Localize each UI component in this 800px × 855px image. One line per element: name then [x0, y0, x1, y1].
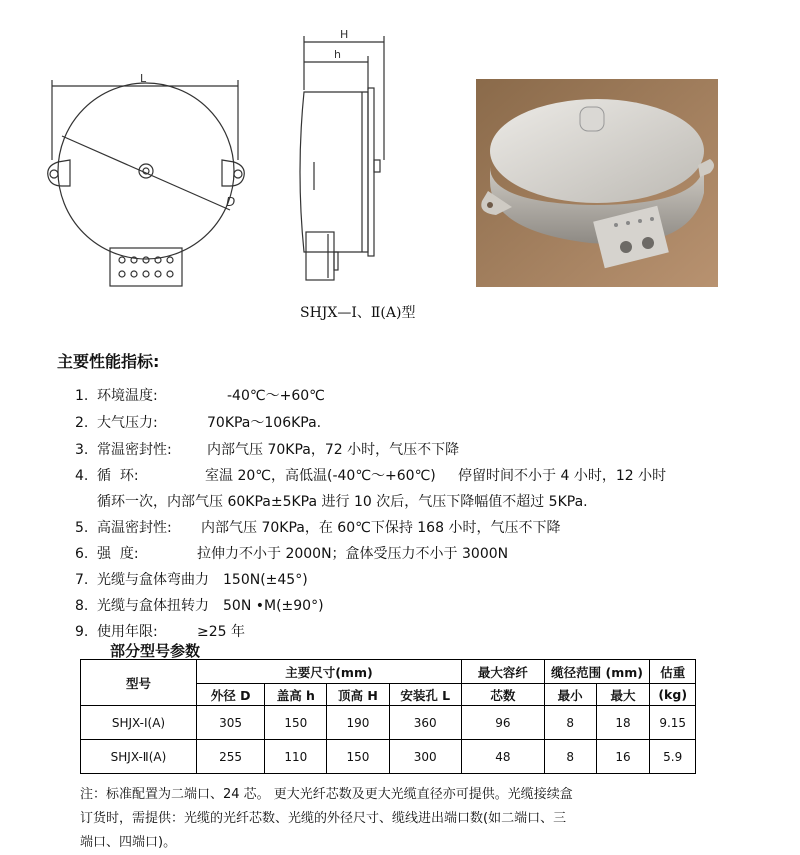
front-view-body: [58, 83, 234, 259]
spec-value: 70KPa～106KPa.: [207, 415, 322, 431]
header-cover-h: 盖高 h: [265, 684, 327, 706]
spec-item-6: 6. 强 度: 拉伸力不小于 2000N；盒体受压力不小于 3000N: [75, 543, 508, 563]
footnote: [80, 783, 700, 855]
footnote-line-2: 订货时，需提供：光缆的光纤芯数、光缆的外径尺寸、缆线进出端口数(如二端口、三: [80, 811, 567, 826]
technical-drawing: [40, 20, 400, 300]
dim-label-H: H: [340, 28, 349, 41]
spec-label: 大气压力:: [97, 415, 158, 431]
header-main-dims: 主要尺寸(mm): [196, 660, 461, 684]
dim-label-L: L: [140, 72, 147, 85]
spec-item-8: 8. 光缆与盒体扭转力 50N •M(±90°): [75, 595, 324, 615]
dim-label-h: h: [334, 48, 341, 61]
header-weight: 估重: [650, 660, 696, 684]
spec-value: 室温 20℃，高低温(-40℃～+60℃) 停留时间不小于 4 小时，12 小时: [205, 468, 667, 484]
spec-label: 光缆与盒体弯曲力: [97, 572, 209, 588]
spec-item-4-continued: 循环一次，内部气压 60KPa±5KPa 进行 10 次后，气压下降幅值不超过 5KPa.: [97, 494, 588, 510]
header-max: 最大: [596, 684, 650, 706]
spec-label: 使用年限:: [97, 624, 158, 640]
product-photo: [476, 79, 718, 287]
spec-label: 强 度:: [97, 546, 139, 562]
spec-value: 内部气压 70KPa，72 小时，气压不下降: [207, 442, 460, 458]
spec-item-5: 5. 高温密封性: 内部气压 70KPa，在 60℃下保持 168 小时，气压不下降: [75, 517, 560, 537]
figure-caption: SHJX—Ⅰ、Ⅱ(A)型: [300, 305, 416, 321]
spec-label: 循 环:: [97, 468, 139, 484]
spec-label: 光缆与盒体扭转力: [97, 598, 209, 614]
spec-item-9: 9. 使用年限: ≥25 年: [75, 621, 245, 641]
spec-item-7: 7. 光缆与盒体弯曲力 150N(±45°): [75, 569, 308, 589]
footnote-line-1: 注：标准配置为二端口、24 芯。 更大光纤芯数及更大光缆直径亦可提供。光缆接续盒: [80, 787, 573, 802]
front-port-block: [110, 248, 182, 286]
spec-label: 常温密封性:: [97, 442, 172, 458]
spec-label: 环境温度:: [97, 388, 158, 404]
spec-value: 内部气压 70KPa，在 60℃下保持 168 小时，气压不下降: [201, 520, 561, 536]
header-max-fiber: 最大容纤: [461, 660, 544, 684]
table-row: SHJX-Ⅰ(A) 305 150 190 360 96 8 18 9.15: [81, 706, 696, 740]
spec-value: 拉伸力不小于 2000N；盒体受压力不小于 3000N: [197, 546, 509, 562]
spec-label: 高温密封性:: [97, 520, 172, 536]
header-top-h: 顶高 H: [327, 684, 389, 706]
spec-value: 50N •M(±90°): [223, 598, 324, 614]
d-dimension-line: [62, 136, 230, 210]
header-hole-l: 安装孔 L: [389, 684, 461, 706]
spec-value: 150N(±45°): [223, 572, 308, 588]
table-row: SHJX-Ⅱ(A) 255 110 150 300 48 8 16 5.9: [81, 740, 696, 774]
specs-heading: 主要性能指标:: [57, 352, 160, 371]
header-weight-unit: (kg): [650, 684, 696, 706]
header-min: 最小: [544, 684, 596, 706]
spec-item-3: 3. 常温密封性: 内部气压 70KPa，72 小时，气压不下降: [75, 439, 459, 459]
side-port-block: [306, 232, 334, 280]
header-outer-d: 外径 D: [196, 684, 264, 706]
spec-item-4: 4. 循 环: 室温 20℃，高低温(-40℃～+60℃) 停留时间不小于 4 小时，12 小时: [75, 465, 666, 485]
header-cable-range: 缆径范围 (mm): [544, 660, 650, 684]
spec-value: ≥25 年: [197, 624, 245, 640]
dim-label-D: D: [226, 195, 236, 209]
side-view-body: [300, 92, 368, 252]
header-model: 型号: [81, 660, 197, 706]
table-title: 部分型号参数: [110, 642, 201, 660]
spec-item-2: 2. 大气压力: 70KPa～106KPa.: [75, 412, 321, 432]
footnote-line-3: 端口、四端口)。: [80, 835, 177, 850]
spec-item-1: 1. 环境温度: -40℃～+60℃: [75, 385, 325, 405]
spec-value: -40℃～+60℃: [227, 388, 325, 404]
header-fiber-count: 芯数: [461, 684, 544, 706]
parameters-table: [80, 659, 696, 774]
